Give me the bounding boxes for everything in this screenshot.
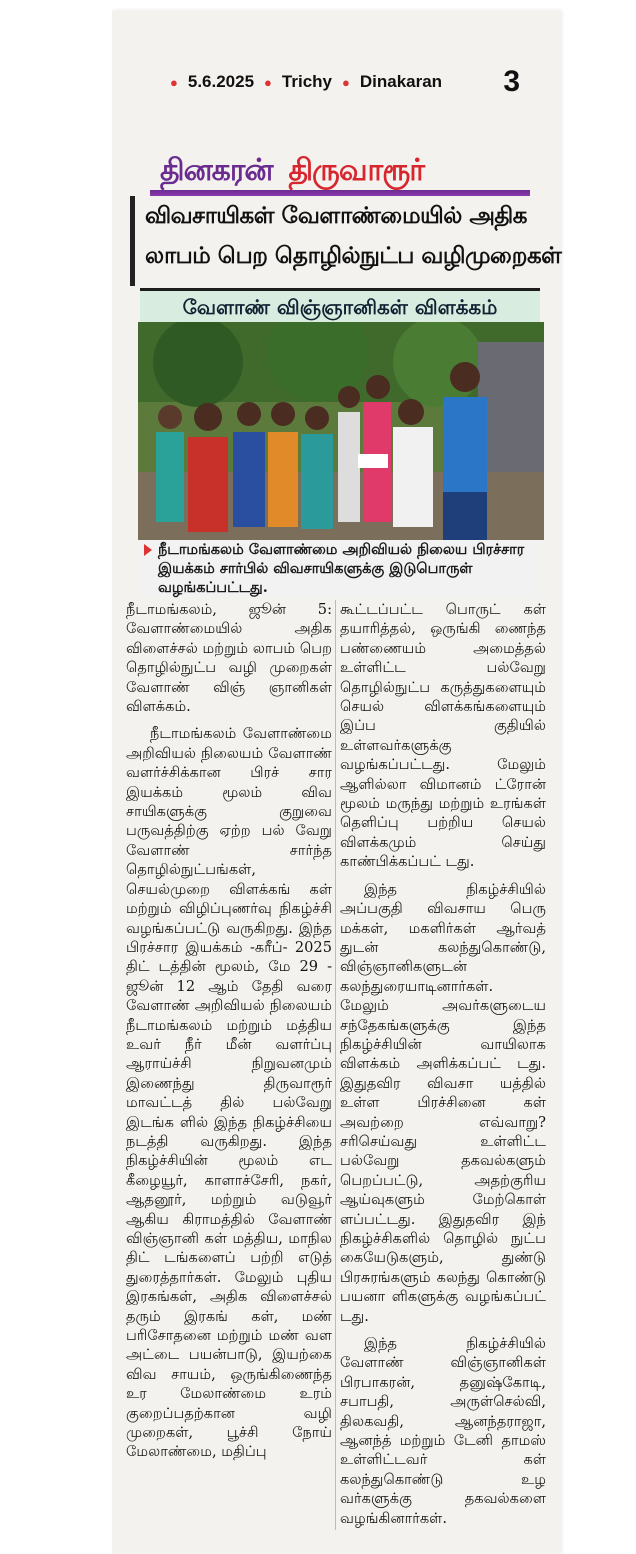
subheadline: வேளாண் விஞ்ஞானிகள் விளக்கம்: [140, 288, 540, 327]
bullet-icon: ●: [264, 74, 272, 90]
article-column-left: [126, 600, 332, 1540]
masthead-name: தினகரன்: [160, 153, 273, 188]
caption-text: நீடாமங்கலம் வேளாண்மை அறிவியல் நிலைய பிரச்சார இயக்கம் சார்பில் விவசாயிகளுக்கு இடுபொருள் வழங்கப்பட்டது.: [158, 541, 525, 596]
article-column-right: [340, 600, 546, 1540]
paragraph: இந்த நிகழ்ச்சியில் அப்பகுதி விவசாய பெரு மக்கள், மகளிர்கள் ஆர்வத் துடன் கலந்துகொண்டு, விஞ்ஞானிகளுடன் கலந்துரையாடினார்கள். மேலும் அவர்களுடைய சந்தேகங்களுக்கு இந்த நிகழ்ச்சியின் வாயிலாக விளக்கம் அளிக்கப்பட் டது. இதுதவிர விவசா யத்தில் உள்ள பிரச்சினை கள் அவற்றை எவ்வாறு? சரிசெய்வது உள்ளிட்ட பல்வேறு தகவல்களும் பெறப்பட்டு, அதற்குரிய ஆய்வுகளும் மேற்கொள் ளப்பட்டது. இதுதவிர இந் நிகழ்ச்சிகளில் தொழில் நுட்ப கையேடுகளும், துண்டு பிரசுரங்களும் கலந்து கொண்டு பயனா ளிகளுக்கு வழங்கப்பட் டது.: [340, 880, 546, 1325]
caption-arrow-icon: [144, 544, 152, 556]
masthead: [160, 140, 520, 192]
masthead-edition: திருவாரூர்: [288, 153, 425, 188]
news-photo: [138, 322, 544, 540]
paper-name: Dinakaran: [359, 72, 443, 91]
headline-line-2: லாபம் பெற தொழில்நுட்ப வழிமுறைகள்: [145, 242, 562, 269]
page-number: 3: [503, 65, 520, 98]
column-divider: [335, 600, 336, 1530]
paragraph: இந்த நிகழ்ச்சியில் வேளாண் விஞ்ஞானிகள் பிரபாகரன், தனுஷ்கோடி, சபாபதி, அருள்செல்வி, திலகவதி, ஆனந்தராஜா, ஆனந்த் மற்றும் டேனி தாமஸ் உள்ளிட்டவர் கள் கலந்துகொண்டு உழ வர்களுக்கு தகவல்களை வழங்கினார்கள்.: [340, 1335, 546, 1527]
date: 5.6.2025: [187, 72, 255, 91]
photo-illustration: [138, 322, 544, 540]
paragraph: கூட்டப்பட்ட பொருட் கள் தயாரித்தல், ஒருங்கி ணைந்த பண்ணையம் அமைத்தல் உள்ளிட்ட பல்வேறு தொழில்நுட்ப கருத்துகளையும் செயல் விளக்கங்களையும் இப்ப குதியில் உள்ளவர்களுக்கு வழங்கப்பட்டது. மேலும் ஆளில்லா விமானம் ட்ரோன் மூலம் மருந்து மற்றும் உரங்கள் தெளிப்பு பற்றிய செயல் விளக்கமும் செய்து காண்பிக்கப்பட் டது.: [340, 601, 546, 871]
headline-line-1: விவசாயிகள் வேளாண்மையில் அதிக: [145, 202, 527, 229]
photo-caption: [140, 540, 540, 598]
paragraph: நீடாமங்கலம், ஜூன் 5: வேளாண்மையில் அதிக விளைச்சல் மற்றும் லாபம் பெற தொழில்நுட்ப வழி முறைகள் வேளாண் விஞ் ஞானிகள் விளக்கம்.: [126, 601, 332, 716]
headline: [130, 196, 562, 286]
bullet-icon: ●: [342, 74, 350, 90]
dateline: [170, 64, 520, 100]
paragraph: நீடாமங்கலம் வேளாண்மை அறிவியல் நிலையம் வேளாண் வளர்ச்சிக்கான பிரச் சார இயக்கம் மூலம் விவ சாயிகளுக்கு குறுவை பருவத்திற்கு ஏற்ற பல் வேறு வேளாண் சார்ந்த தொழில்நுட்பங்கள், செயல்முறை விளக்கங் கள் மற்றும் விழிப்புணர்வு நிகழ்ச்சி வழங்கப்பட்டு வருகிறது. இந்த பிரச்சார இயக்கம் -கரீப்- 2025 திட் டத்தின் மூலம், மே 29 - ஜூன் 12 ஆம் தேதி வரை வேளாண் அறிவியல் நிலையம் நீடாமங்கலம் மற்றும் மத்திய உவர் நீர் மீன் வளர்ப்பு ஆராய்ச்சி நிறுவனமும் இணைந்து திருவாரூர் மாவட்டத் தில் பல்வேறு இடங்க ளில் இந்த நிகழ்ச்சியை நடத்தி வருகிறது. இந்த நிகழ்ச்சியின் மூலம் எட கீழையூர், காளாச்சேரி, நகர், ஆதனூர், மற்றும் வடுவூர் ஆகிய கிராமத்தில் வேளாண் விஞ்ஞானி கள் மத்திய, மாநில திட் டங்களைப் பற்றி எடுத் துரைத்தார்கள். மேலும் புதிய இரகங்கள், அதிக விளைச்சல் தரும் இரகங் கள், மண் பரிசோதனை மற்றும் மண் வள அட்டை பயன்பாடு, இயற்கை விவ சாயம், ஒருங்கிணைந்த உர மேலாண்மை உரம் குறைப்பதற்கான வழி முறைகள், பூச்சி நோய் மேலாண்மை, மதிப்பு: [126, 725, 332, 1461]
city: Trichy: [281, 72, 332, 91]
bullet-icon: ●: [170, 74, 178, 90]
